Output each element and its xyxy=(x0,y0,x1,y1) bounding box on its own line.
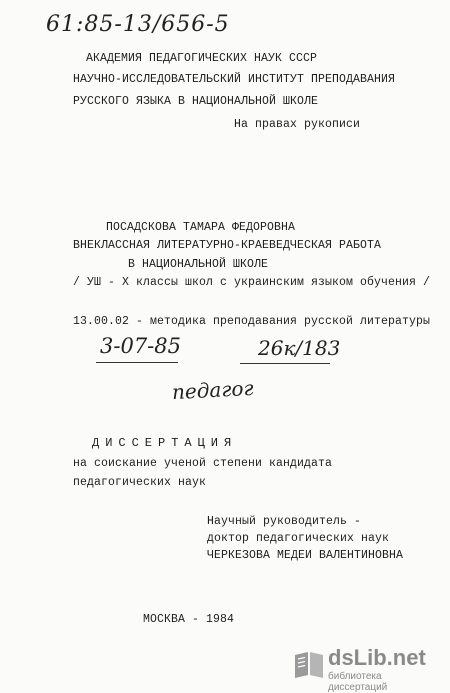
degree-line-2: педагогических наук xyxy=(73,476,207,489)
site-watermark xyxy=(288,645,438,693)
rights-note: На правах рукописи xyxy=(234,118,361,131)
watermark-domain: dsLib.net xyxy=(328,645,426,670)
book-logo-icon xyxy=(292,647,326,681)
specialty-code: 13.00.02 - методика преподавания русской литературы xyxy=(73,315,431,328)
stamp-date: 3-07-85 xyxy=(100,334,181,358)
institution-line-1: АКАДЕМИЯ ПЕДАГОГИЧЕСКИХ НАУК СССР xyxy=(86,52,318,65)
stamp-word: педагог xyxy=(171,375,255,405)
archive-code: 61:85-13/656-5 xyxy=(46,12,230,37)
degree-line-1: на соискание ученой степени кандидата xyxy=(73,457,333,470)
stamp-ref: 26к/183 xyxy=(258,336,341,360)
document-type: ДИССЕРТАЦИЯ xyxy=(92,436,238,450)
supervisor-degree: доктор педагогических наук xyxy=(207,532,390,545)
stamp-ref-underline xyxy=(240,363,330,364)
supervisor-name: ЧЕРКЕЗОВА МЕДЕИ ВАЛЕНТИНОВНА xyxy=(207,549,404,562)
title-line-3: / УШ - X классы школ с украинским языком обучения / xyxy=(73,276,431,289)
institution-line-3: РУССКОГО ЯЗЫКА В НАЦИОНАЛЬНОЙ ШКОЛЕ xyxy=(73,95,319,108)
author-name: ПОСАДСКОВА ТАМАРА ФЕДОРОВНА xyxy=(106,221,296,234)
supervisor-label: Научный руководитель - xyxy=(207,515,362,528)
watermark-tagline: библиотека диссертаций xyxy=(328,671,388,693)
place-year: МОСКВА - 1984 xyxy=(143,613,235,626)
institution-line-2: НАУЧНО-ИССЛЕДОВАТЕЛЬСКИЙ ИНСТИТУТ ПРЕПОДАВАНИЯ xyxy=(73,73,396,86)
title-line-2: В НАЦИОНАЛЬНОЙ ШКОЛЕ xyxy=(128,258,269,271)
stamp-date-underline xyxy=(96,362,178,363)
title-line-1: ВНЕКЛАССНАЯ ЛИТЕРАТУРНО-КРАЕВЕДЧЕСКАЯ РАБОТА xyxy=(73,239,382,252)
